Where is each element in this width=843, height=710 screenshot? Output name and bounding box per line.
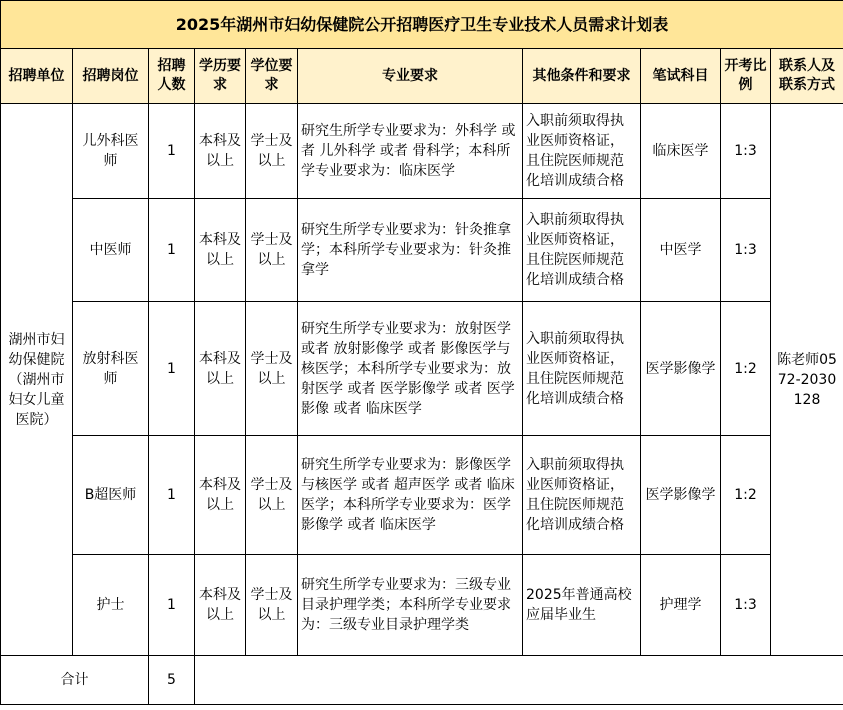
unit-cell: 湖州市妇幼保健院（湖州市妇女儿童医院） <box>1 104 73 656</box>
header-major: 专业要求 <box>298 49 523 104</box>
education-cell: 本科及以上 <box>195 436 246 555</box>
degree-cell: 学士及以上 <box>246 104 298 199</box>
total-row <box>1 656 843 705</box>
education-cell: 本科及以上 <box>195 199 246 302</box>
major-cell: 研究生所学专业要求为：影像医学与核医学 或者 超声医学 或者 临床医学；本科所学专业要求为：医学影像学 或者 临床医学 <box>298 436 523 555</box>
degree-cell: 学士及以上 <box>246 302 298 436</box>
position-cell: 儿外科医师 <box>73 104 149 199</box>
education-cell: 本科及以上 <box>195 104 246 199</box>
exam-cell: 护理学 <box>641 555 721 656</box>
count-cell: 1 <box>149 104 195 199</box>
major-cell: 研究生所学专业要求为：放射医学 或者 放射影像学 或者 影像医学与核医学；本科所学专业要求为：放射医学 或者 医学影像学 或者 医学影像 或者 临床医学 <box>298 302 523 436</box>
education-cell: 本科及以上 <box>195 555 246 656</box>
header-row <box>1 49 843 104</box>
ratio-cell: 1:2 <box>721 302 771 436</box>
exam-cell: 医学影像学 <box>641 436 721 555</box>
position-cell: 护士 <box>73 555 149 656</box>
position-cell: 中医师 <box>73 199 149 302</box>
other-cell: 入职前须取得执业医师资格证，且住院医师规范化培训成绩合格 <box>523 104 641 199</box>
exam-cell: 医学影像学 <box>641 302 721 436</box>
contact-cell: 陈老师0572-2030128 <box>771 104 843 656</box>
total-empty-cell <box>195 656 843 705</box>
header-exam: 笔试科目 <box>641 49 721 104</box>
other-cell: 入职前须取得执业医师资格证，且住院医师规范化培训成绩合格 <box>523 199 641 302</box>
education-cell: 本科及以上 <box>195 302 246 436</box>
table-row <box>1 436 843 555</box>
table-row <box>1 555 843 656</box>
table-row <box>1 302 843 436</box>
other-cell: 入职前须取得执业医师资格证，且住院医师规范化培训成绩合格 <box>523 302 641 436</box>
position-cell: B超医师 <box>73 436 149 555</box>
other-cell: 入职前须取得执业医师资格证，且住院医师规范化培训成绩合格 <box>523 436 641 555</box>
total-label: 合计 <box>1 656 149 705</box>
header-degree: 学位要求 <box>246 49 298 104</box>
position-cell: 放射科医师 <box>73 302 149 436</box>
degree-cell: 学士及以上 <box>246 199 298 302</box>
header-education: 学历要求 <box>195 49 246 104</box>
header-count: 招聘人数 <box>149 49 195 104</box>
total-count: 5 <box>149 656 195 705</box>
ratio-cell: 1:3 <box>721 199 771 302</box>
header-other: 其他条件和要求 <box>523 49 641 104</box>
count-cell: 1 <box>149 436 195 555</box>
count-cell: 1 <box>149 555 195 656</box>
count-cell: 1 <box>149 302 195 436</box>
count-cell: 1 <box>149 199 195 302</box>
header-contact: 联系人及联系方式 <box>771 49 843 104</box>
table-row <box>1 104 843 199</box>
exam-cell: 临床医学 <box>641 104 721 199</box>
ratio-cell: 1:3 <box>721 104 771 199</box>
degree-cell: 学士及以上 <box>246 555 298 656</box>
header-unit: 招聘单位 <box>1 49 73 104</box>
ratio-cell: 1:3 <box>721 555 771 656</box>
major-cell: 研究生所学专业要求为：针灸推拿学；本科所学专业要求为：针灸推拿学 <box>298 199 523 302</box>
table-row <box>1 199 843 302</box>
degree-cell: 学士及以上 <box>246 436 298 555</box>
header-position: 招聘岗位 <box>73 49 149 104</box>
other-cell: 2025年普通高校应届毕业生 <box>523 555 641 656</box>
major-cell: 研究生所学专业要求为：三级专业目录护理学类；本科所学专业要求为：三级专业目录护理学类 <box>298 555 523 656</box>
table-title: 2025年湖州市妇幼保健院公开招聘医疗卫生专业技术人员需求计划表 <box>1 1 843 49</box>
header-ratio: 开考比例 <box>721 49 771 104</box>
major-cell: 研究生所学专业要求为：外科学 或者 儿外科学 或者 骨科学；本科所学专业要求为：临床医学 <box>298 104 523 199</box>
exam-cell: 中医学 <box>641 199 721 302</box>
ratio-cell: 1:2 <box>721 436 771 555</box>
